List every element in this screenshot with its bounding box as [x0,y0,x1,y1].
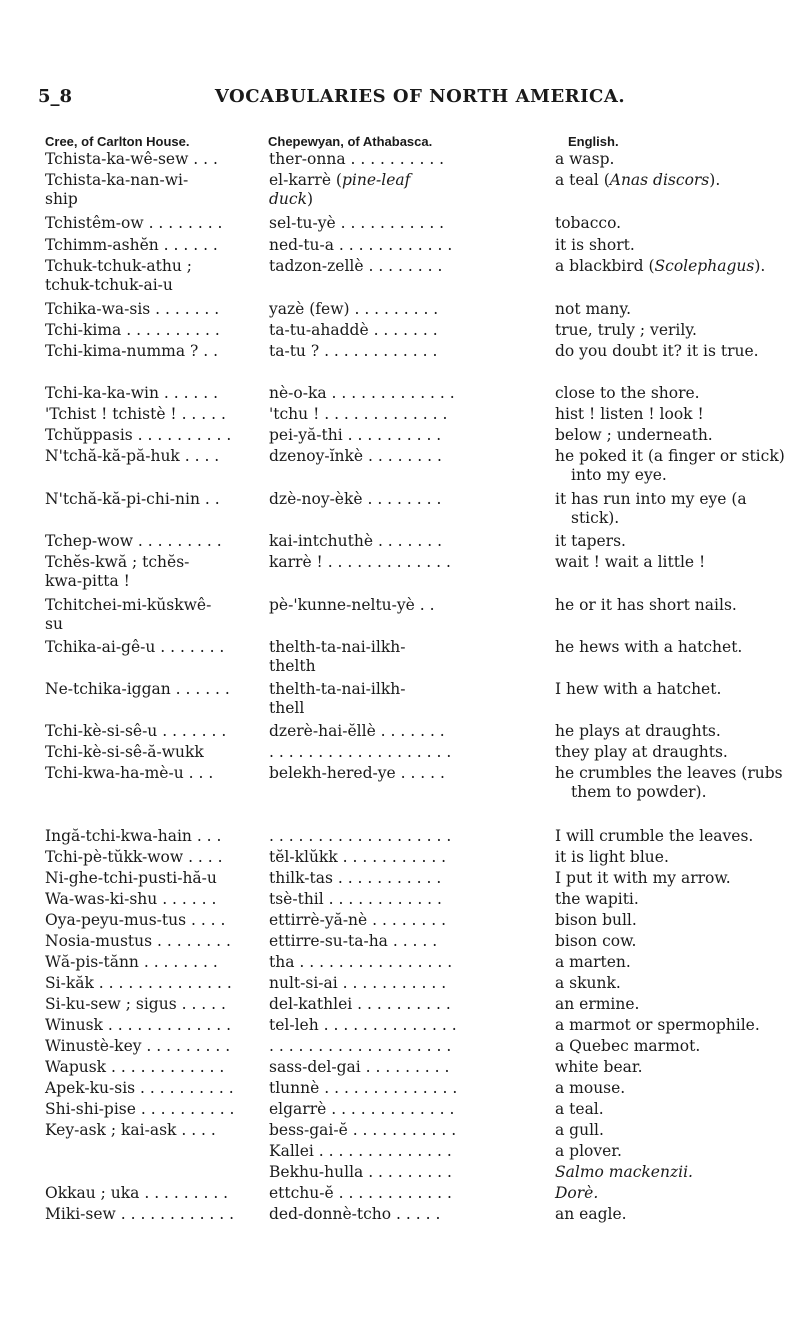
chepewyan-term: ded-donnè-tcho . . . . . [269,1205,441,1223]
chepewyan-term: karrè ! . . . . . . . . . . . . . [269,553,451,571]
chepewyan-term: dzè-noy-èkè . . . . . . . . [269,490,442,508]
cree-term: Oya-peyu-mus-tus . . . . [45,911,226,929]
running-title: VOCABULARIES OF NORTH AMERICA. [214,86,626,107]
cree-term: Tchuk-tchuk-athu ; tchuk-tchuk-ai-u [45,257,192,294]
english-meaning: an eagle. [555,1205,627,1223]
english-meaning: a teal. [555,1100,604,1118]
chepewyan-term: pè-'kunne-neltu-yè . . [269,596,435,614]
chepewyan-term: bess-gai-ĕ . . . . . . . . . . . [269,1121,457,1139]
cree-term: Wapusk . . . . . . . . . . . . [45,1058,225,1076]
cree-term: Ni-ghe-tchi-pusti-hă-u [45,869,217,887]
english-meaning: do you doubt it? it is true. [555,342,759,360]
english-meaning: a marten. [555,953,631,971]
cree-term: Ne-tchika-iggan . . . . . . [45,680,230,698]
cree-term: Nosia-mustus . . . . . . . . [45,932,231,950]
english-meaning: it tapers. [555,532,626,550]
cree-term: Tchep-wow . . . . . . . . . [45,532,222,550]
chepewyan-term: el-karrè (pine-leaf duck) [269,171,411,208]
english-meaning: white bear. [555,1058,643,1076]
english-meaning: Dorè. [555,1184,599,1202]
english-meaning: a wasp. [555,150,615,168]
english-meaning: it is light blue. [555,848,669,866]
cree-term: Tchi-pè-tŭkk-wow . . . . [45,848,223,866]
chepewyan-term: nè-o-ka . . . . . . . . . . . . . [269,384,455,402]
chepewyan-term: thelth-ta-nai-ilkh- thelth [269,638,406,675]
english-meaning: wait ! wait a little ! [555,553,706,571]
chepewyan-term: Bekhu-hulla . . . . . . . . . [269,1163,452,1181]
chepewyan-term: . . . . . . . . . . . . . . . . . . . [269,827,452,845]
english-meaning: he poked it (a finger or stick) into my eye. [555,447,785,484]
chepewyan-term: sel-tu-yè . . . . . . . . . . . [269,214,445,232]
english-meaning: I put it with my arrow. [555,869,731,887]
chepewyan-term: Kallei . . . . . . . . . . . . . . [269,1142,452,1160]
chepewyan-term: ther-onna . . . . . . . . . . [269,150,445,168]
chepewyan-term: ettchu-ĕ . . . . . . . . . . . . [269,1184,452,1202]
cree-term: Tchĕs-kwă ; tchĕs- kwa-pitta ! [45,553,190,590]
english-meaning: a mouse. [555,1079,626,1097]
chepewyan-term: tha . . . . . . . . . . . . . . . . [269,953,453,971]
english-meaning: it is short. [555,236,635,254]
chepewyan-term: pei-yă-thi . . . . . . . . . . [269,426,442,444]
chepewyan-term: tĕl-klŭkk . . . . . . . . . . . [269,848,447,866]
cree-term: Ingă-tchi-kwa-hain . . . [45,827,222,845]
cree-term: Wa-was-ki-shu . . . . . . [45,890,217,908]
english-meaning: not many. [555,300,632,318]
english-meaning: I will crumble the leaves. [555,827,754,845]
cree-term: Tchimm-ashĕn . . . . . . [45,236,218,254]
chepewyan-term: 'tchu ! . . . . . . . . . . . . . [269,405,448,423]
column-header-cree: Cree, of Carlton House. [45,134,190,149]
cree-term: Tchista-ka-nan-wi- ship [45,171,189,208]
english-meaning: below ; underneath. [555,426,713,444]
cree-term: N'tchă-kă-pă-huk . . . . [45,447,220,465]
english-meaning: a blackbird (Scolephagus). [555,257,766,275]
chepewyan-term: ta-tu-ahaddè . . . . . . . [269,321,438,339]
chepewyan-term: sass-del-gai . . . . . . . . . [269,1058,450,1076]
chepewyan-term: yazè (few) . . . . . . . . . [269,300,439,318]
english-meaning: tobacco. [555,214,622,232]
english-meaning: he hews with a hatchet. [555,638,743,656]
english-meaning: bison cow. [555,932,637,950]
chepewyan-term: . . . . . . . . . . . . . . . . . . . [269,1037,452,1055]
english-meaning: true, truly ; verily. [555,321,697,339]
cree-term: Winustè-key . . . . . . . . . [45,1037,231,1055]
cree-term: Tchi-kima . . . . . . . . . . [45,321,220,339]
chepewyan-term: elgarrè . . . . . . . . . . . . . [269,1100,455,1118]
english-meaning: hist ! listen ! look ! [555,405,704,423]
chepewyan-term: dzenoy-ĭnkè . . . . . . . . [269,447,442,465]
cree-term: 'Tchist ! tchistè ! . . . . . [45,405,226,423]
english-meaning: they play at draughts. [555,743,728,761]
chepewyan-term: belekh-hered-ye . . . . . [269,764,445,782]
page-header [0,86,800,110]
english-meaning: close to the shore. [555,384,700,402]
cree-term: Tchistêm-ow . . . . . . . . [45,214,223,232]
english-meaning: he or it has short nails. [555,596,737,614]
english-meaning: bison bull. [555,911,637,929]
english-meaning: a marmot or spermophile. [555,1016,760,1034]
chepewyan-term: dzerè-hai-ĕllè . . . . . . . [269,722,445,740]
cree-term: Tchi-kè-si-sê-u . . . . . . . [45,722,227,740]
cree-term: Tchitchei-mi-kŭskwê- su [45,596,212,633]
chepewyan-term: thilk-tas . . . . . . . . . . . [269,869,442,887]
cree-term: Tchika-ai-gê-u . . . . . . . [45,638,225,656]
cree-term: Apek-ku-sis . . . . . . . . . . [45,1079,234,1097]
chepewyan-term: ned-tu-a . . . . . . . . . . . . [269,236,453,254]
english-meaning: a teal (Anas discors). [555,171,721,189]
english-meaning: a plover. [555,1142,622,1160]
cree-term: Tchi-kima-numma ? . . [45,342,219,360]
cree-term: Miki-sew . . . . . . . . . . . . [45,1205,235,1223]
chepewyan-term: ettirrè-yă-nè . . . . . . . . [269,911,447,929]
chepewyan-term: . . . . . . . . . . . . . . . . . . . [269,743,452,761]
english-meaning: it has run into my eye (a stick). [555,490,747,527]
english-meaning: a gull. [555,1121,604,1139]
chepewyan-term: tadzon-zellè . . . . . . . . [269,257,443,275]
column-header-chepewyan: Chepewyan, of Athabasca. [268,134,433,149]
cree-term: Winusk . . . . . . . . . . . . . [45,1016,232,1034]
english-meaning: he plays at draughts. [555,722,721,740]
english-meaning: Salmo mackenzii. [555,1163,693,1181]
chepewyan-term: ta-tu ? . . . . . . . . . . . . [269,342,438,360]
cree-term: Okkau ; uka . . . . . . . . . [45,1184,229,1202]
cree-term: Tchi-kwa-ha-mè-u . . . [45,764,214,782]
english-meaning: the wapiti. [555,890,639,908]
chepewyan-term: tsè-thil . . . . . . . . . . . . [269,890,442,908]
cree-term: Key-ask ; kai-ask . . . . [45,1121,216,1139]
chepewyan-term: thelth-ta-nai-ilkh- thell [269,680,406,717]
english-meaning: an ermine. [555,995,640,1013]
chepewyan-term: kai-intchuthè . . . . . . . [269,532,443,550]
cree-term: N'tchă-kă-pi-chi-nin . . [45,490,220,508]
cree-term: Si-kăk . . . . . . . . . . . . . . [45,974,232,992]
column-header-english: English. [568,134,619,149]
english-meaning: a skunk. [555,974,621,992]
cree-term: Tchi-kè-si-sê-ă-wukk [45,743,204,761]
english-meaning: he crumbles the leaves (rubs them to powder). [555,764,783,801]
chepewyan-term: tel-leh . . . . . . . . . . . . . . [269,1016,457,1034]
english-meaning: a Quebec marmot. [555,1037,701,1055]
cree-term: Tchista-ka-wê-sew . . . [45,150,218,168]
cree-term: Tchŭppasis . . . . . . . . . . [45,426,232,444]
english-meaning: I hew with a hatchet. [555,680,722,698]
cree-term: Shi-shi-pise . . . . . . . . . . [45,1100,235,1118]
chepewyan-term: del-kathlei . . . . . . . . . . [269,995,451,1013]
chepewyan-term: ettirre-su-ta-ha . . . . . [269,932,438,950]
chepewyan-term: nult-si-ai . . . . . . . . . . . [269,974,447,992]
cree-term: Wă-pis-tănn . . . . . . . . [45,953,218,971]
cree-term: Tchi-ka-ka-win . . . . . . [45,384,219,402]
page-number: 5_8 [38,86,73,107]
chepewyan-term: tlunnè . . . . . . . . . . . . . . [269,1079,458,1097]
cree-term: Tchika-wa-sis . . . . . . . [45,300,220,318]
cree-term: Si-ku-sew ; sigus . . . . . [45,995,226,1013]
